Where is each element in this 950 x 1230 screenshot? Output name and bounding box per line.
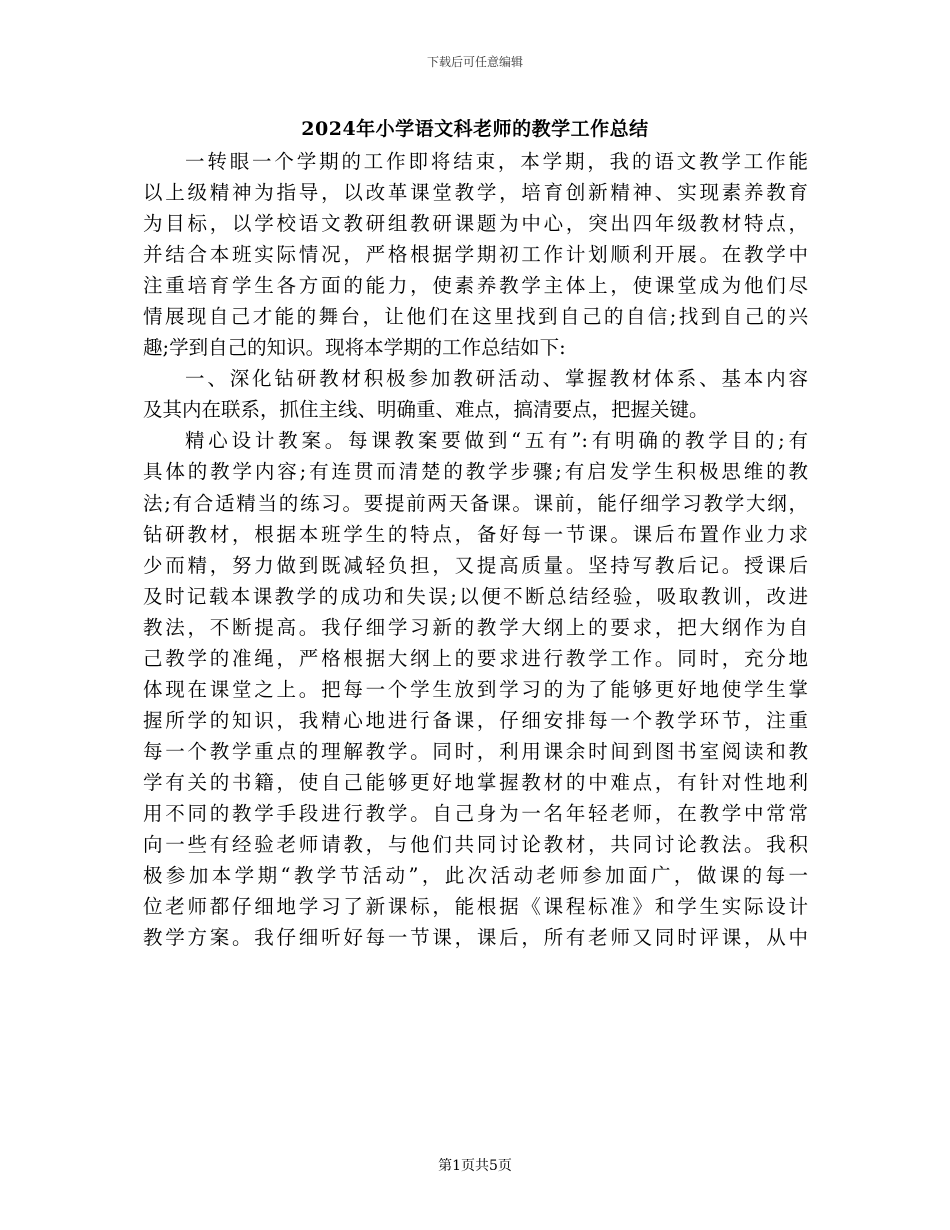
page-number: 第1页共5页 bbox=[438, 1158, 512, 1174]
paragraph-line: 己教学的准绳，严格根据大纲上的要求进行教学工作。同时，充分地 bbox=[143, 646, 808, 670]
paragraph-line: 极参加本学期“教学节活动”，此次活动老师参加面广，做课的每一 bbox=[143, 864, 808, 888]
paragraph-line: 教法，不断提高。我仔细学习新的教学大纲上的要求，把大纲作为自 bbox=[143, 615, 808, 639]
paragraph-line: 一转眼一个学期的工作即将结束，本学期，我的语文教学工作能 bbox=[185, 150, 808, 173]
paragraph-line: 以上级精神为指导，以改革课堂教学，培育创新精神、实现素养教育 bbox=[143, 181, 808, 205]
paragraph-line: 情展现自己才能的舞台，让他们在这里找到自己的自信;找到自己的兴 bbox=[143, 305, 808, 329]
page-header-note: 下载后可任意编辑 bbox=[426, 55, 523, 69]
paragraph-line: 及其内在联系，抓住主线、明确重、难点，搞清要点，把握关键。 bbox=[143, 398, 709, 422]
paragraph-line: 及时记载本课教学的成功和失误;以便不断总结经验，吸取教训，改进 bbox=[143, 584, 808, 608]
paragraph-line: 握所学的知识，我精心地进行备课，仔细安排每一个教学环节，注重 bbox=[143, 708, 808, 732]
paragraph-line: 少而精，努力做到既减轻负担，又提高质量。坚持写教后记。授课后 bbox=[143, 553, 808, 577]
paragraph-line: 每一个教学重点的理解教学。同时，利用课余时间到图书室阅读和教 bbox=[143, 739, 808, 763]
paragraph-line: 体现在课堂之上。把每一个学生放到学习的为了能够更好地使学生掌 bbox=[143, 677, 808, 701]
paragraph-line: 向一些有经验老师请教，与他们共同讨论教材，共同讨论教法。我积 bbox=[143, 833, 808, 857]
paragraph-line: 注重培育学生各方面的能力，使素养教学主体上，使课堂成为他们尽 bbox=[143, 274, 808, 298]
paragraph-line: 为目标，以学校语文教研组教研课题为中心，突出四年级教材特点， bbox=[143, 212, 808, 236]
paragraph-line: 并结合本班实际情况，严格根据学期初工作计划顺利开展。在教学中 bbox=[143, 243, 808, 267]
paragraph-line: 学有关的书籍，使自己能够更好地掌握教材的中难点，有针对性地利 bbox=[143, 770, 808, 794]
paragraph-line: 精心设计教案。每课教案要做到“五有”:有明确的教学目的;有 bbox=[185, 429, 808, 453]
paragraph-line: 一、深化钻研教材积极参加教研活动、掌握教材体系、基本内容 bbox=[185, 367, 808, 391]
document-body bbox=[143, 146, 808, 953]
document-title: 2024年小学语文科老师的教学工作总结 bbox=[301, 118, 649, 140]
paragraph-line: 用不同的教学手段进行教学。自己身为一名年轻老师，在教学中常常 bbox=[143, 801, 808, 825]
paragraph-line: 趣;学到自己的知识。现将本学期的工作总结如下: bbox=[143, 336, 566, 360]
paragraph-line: 法;有合适精当的练习。要提前两天备课。课前，能仔细学习教学大纲， bbox=[143, 491, 808, 515]
paragraph-line: 位老师都仔细地学习了新课标，能根据《课程标准》和学生实际设计 bbox=[143, 895, 808, 919]
paragraph-line: 具体的教学内容;有连贯而清楚的教学步骤;有启发学生积极思维的教 bbox=[143, 460, 808, 484]
paragraph-line: 钻研教材，根据本班学生的特点，备好每一节课。课后布置作业力求 bbox=[143, 522, 808, 546]
paragraph-line: 教学方案。我仔细听好每一节课，课后，所有老师又同时评课，从中 bbox=[143, 926, 808, 950]
